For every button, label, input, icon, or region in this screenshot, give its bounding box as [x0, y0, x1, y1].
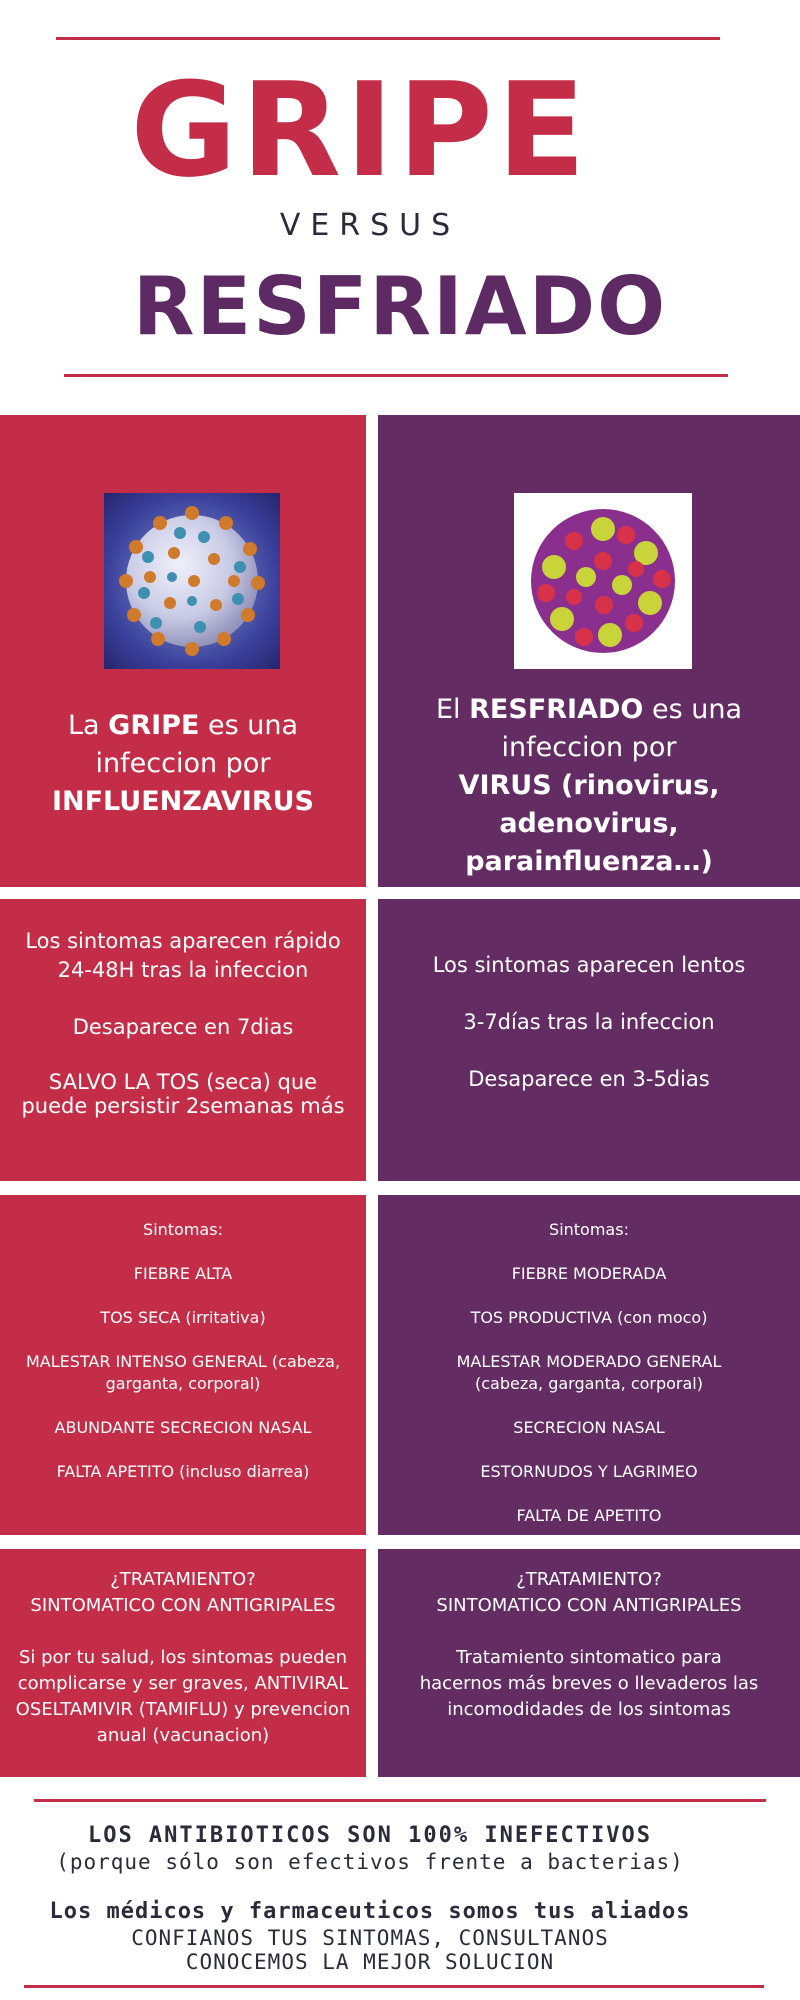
- resfriado-treatment-answer: SINTOMATICO CON ANTIGRIPALES: [436, 1595, 742, 1616]
- resfriado-symptom-item: SECRECION NASAL: [513, 1418, 665, 1437]
- gripe-onset-line: Los sintomas aparecen rápido 24-48H tras la infeccion: [25, 929, 341, 982]
- gripe-symptom-item: FALTA APETITO (incluso diarrea): [56, 1462, 310, 1481]
- header-bottom-rule: [64, 374, 728, 377]
- gripe-treatment-note: Si por tu salud, los sintomas pueden complicarse y ser graves, ANTIVIRAL OSELTAMIVIR (TAMIFLU) y prevencion anual (vacunacion): [15, 1647, 351, 1746]
- gripe-onset-line: SALVO LA TOS (seca) que puede persistir 2semanas más: [21, 1070, 345, 1118]
- gripe-intro-panel: [0, 415, 366, 887]
- gripe-treatment-question: ¿TRATAMIENTO?: [110, 1569, 256, 1590]
- title-gripe: GRIPE: [130, 54, 590, 206]
- gripe-symptoms-panel: [0, 1195, 366, 1535]
- resfriado-symptom-item: MALESTAR MODERADO GENERAL (cabeza, garganta, corporal): [456, 1352, 722, 1393]
- solution-text: CONOCEMOS LA MEJOR SOLUCION: [185, 1950, 555, 1974]
- gripe-symptoms-title: Sintomas:: [143, 1220, 223, 1239]
- gripe-symptom-item: MALESTAR INTENSO GENERAL (cabeza, garganta, corporal): [25, 1352, 341, 1393]
- title-resfriado: RESFRIADO: [132, 260, 668, 353]
- resfriado-onset-line: Desaparece en 3-5dias: [468, 1067, 710, 1091]
- resfriado-treatment-note: Tratamiento sintomatico para hacernos más breves o llevaderos las incomodidades de los sintomas: [419, 1647, 759, 1720]
- resfriado-intro-post: es una infeccion por: [501, 694, 742, 763]
- resfriado-symptom-item: ESTORNUDOS Y LAGRIMEO: [480, 1462, 698, 1481]
- footer-bottom-rule: [24, 1985, 764, 1988]
- antibiotics-note: (porque sólo son efectivos frente a bacterias): [56, 1850, 684, 1874]
- footer-top-rule: [34, 1799, 766, 1802]
- resfriado-onset-line: Los sintomas aparecen lentos: [432, 953, 746, 977]
- influenza-virus-image: [104, 493, 280, 669]
- resfriado-intro-pre: El: [435, 694, 470, 725]
- gripe-intro-bold: GRIPE: [108, 710, 200, 741]
- title-versus: VERSUS: [279, 208, 461, 243]
- resfriado-symptoms-title: Sintomas:: [549, 1220, 629, 1239]
- resfriado-intro-text: [378, 691, 800, 881]
- consult-text: CONFIANOS TUS SINTOMAS, CONSULTANOS: [131, 1926, 609, 1950]
- gripe-intro-pre: La: [67, 710, 109, 741]
- rhinovirus-image: [514, 493, 692, 669]
- gripe-intro-text: [0, 707, 366, 821]
- resfriado-intro-virus: VIRUS (rinovirus, adenovirus, parainfluenza…): [458, 770, 720, 877]
- gripe-onset-line: Desaparece en 7dias: [72, 1015, 294, 1039]
- resfriado-symptom-item: FIEBRE MODERADA: [511, 1264, 667, 1283]
- antibiotics-warning: LOS ANTIBIOTICOS SON 100% INEFECTIVOS: [87, 1823, 653, 1848]
- gripe-symptom-item: TOS SECA (irritativa): [100, 1308, 266, 1327]
- resfriado-symptom-item: TOS PRODUCTIVA (con moco): [470, 1308, 708, 1327]
- top-rule: [56, 37, 720, 40]
- resfriado-onset-line: 3-7días tras la infeccion: [463, 1010, 715, 1034]
- resfriado-symptoms-panel: [378, 1195, 800, 1535]
- allies-text: Los médicos y farmaceuticos somos tus aliados: [49, 1899, 691, 1924]
- resfriado-treatment-question: ¿TRATAMIENTO?: [516, 1569, 662, 1590]
- gripe-symptom-item: FIEBRE ALTA: [133, 1264, 233, 1283]
- resfriado-symptom-item: FALTA DE APETITO: [516, 1506, 662, 1525]
- resfriado-treatment-panel: [378, 1549, 800, 1777]
- gripe-intro-virus: INFLUENZAVIRUS: [51, 786, 315, 817]
- resfriado-onset-panel: [378, 899, 800, 1181]
- gripe-treatment-answer: SINTOMATICO CON ANTIGRIPALES: [30, 1595, 336, 1616]
- resfriado-intro-panel: [378, 415, 800, 887]
- gripe-symptom-item: ABUNDANTE SECRECION NASAL: [54, 1418, 312, 1437]
- resfriado-intro-bold: RESFRIADO: [469, 694, 644, 725]
- gripe-onset-panel: [0, 899, 366, 1181]
- gripe-treatment-panel: [0, 1549, 366, 1777]
- gripe-intro-post: es una infeccion por: [95, 710, 299, 779]
